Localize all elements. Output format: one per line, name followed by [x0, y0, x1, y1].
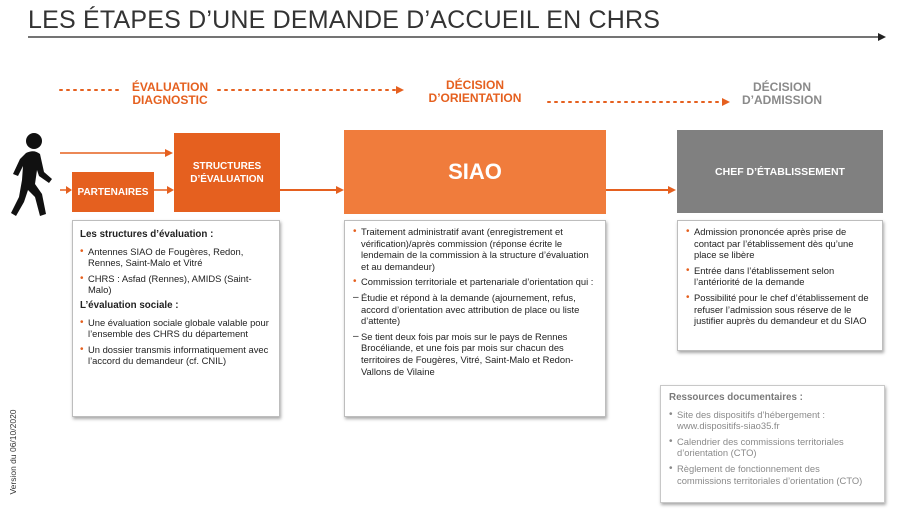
panel-left-heading-1: Les structures d’évaluation :	[80, 229, 214, 240]
panel-mid-list	[353, 226, 597, 377]
structures-label-line2: D’ÉVALUATION	[190, 173, 264, 185]
structures-label-line1: STRUCTURES	[192, 160, 262, 172]
list-item: – Se tient deux fois par mois sur le pays de Rennes Brocéliande, et une fois par mois sur chacun des territoires de Fougères, Vitré, Saint-Malo et Redon- Vallons de Vilaine	[353, 331, 597, 377]
list-item: • Un dossier transmis informatiquement avec l’accord du demandeur (cf. CNIL)	[80, 344, 272, 367]
stage-admission-line2: D’ADMISSION	[741, 93, 822, 107]
stage-evaluation-line1: ÉVALUATION	[131, 80, 209, 94]
panel-left-list-1	[80, 246, 272, 296]
list-item: • Règlement de fonctionnement des commissions territoriales d’orientation (CTO)	[669, 463, 876, 486]
stage-orientation-line2: D’ORIENTATION	[428, 91, 522, 105]
list-item: • Admission prononcée après prise de contact par l’établissement dès qu’une place se libère	[686, 226, 874, 261]
partenaires-box	[72, 172, 154, 212]
chef-label: CHEF D’ÉTABLISSEMENT	[715, 165, 845, 178]
stage-orientation-line1: DÉCISION	[445, 78, 504, 92]
list-item: • Entrée dans l’établissement selon l’antériorité de la demande	[686, 265, 874, 288]
stage-evaluation-line2: DIAGNOSTIC	[132, 93, 208, 107]
panel-evaluation	[72, 220, 280, 417]
list-item: • Antennes SIAO de Fougères, Redon, Rennes, Saint-Malo et Vitré	[80, 246, 272, 269]
panel-siao	[344, 220, 606, 417]
panel-left-heading-2: L’évaluation sociale :	[80, 299, 179, 311]
resource-link[interactable]: • Site des dispositifs d’hébergement : www.dispositifs-siao35.fr	[669, 409, 876, 432]
page-title: LES ÉTAPES D’UNE DEMANDE D’ACCUEIL EN CHRS	[28, 6, 661, 34]
siao-box	[344, 130, 606, 214]
list-item: • CHRS : Asfad (Rennes), AMIDS (Saint-Malo)	[80, 273, 272, 296]
partenaires-label: PARTENAIRES	[77, 186, 149, 198]
siao-label: SIAO	[448, 159, 502, 184]
version-label: Version du 06/10/2020	[8, 409, 18, 495]
list-item: • Traitement administratif avant (enregistrement et vérification)/après commission (réponse écrite le lendemain de la commission à la structure d’évaluation et au demandeur)	[353, 226, 597, 272]
panel-left-list-2	[80, 317, 272, 367]
panel-right-list	[686, 226, 874, 327]
chef-etablissement-box	[677, 130, 883, 213]
resources-heading: Ressources documentaires :	[669, 392, 803, 403]
panel-resources	[660, 385, 885, 503]
list-item: • Commission territoriale et partenariale d’orientation qui :	[353, 276, 597, 288]
list-item: • Calendrier des commissions territoriales d’orientation (CTO)	[669, 436, 876, 459]
panel-admission	[677, 220, 883, 351]
list-item: – Étudie et répond à la demande (ajournement, refus, accord d’orientation avec attribution de place ou liste d’attente)	[353, 292, 597, 327]
structures-evaluation-box	[174, 133, 280, 212]
resources-list	[669, 409, 876, 487]
list-item: • Possibilité pour le chef d’établissement de refuser l’admission sous réserve de le justifier auprès du demandeur et du SIAO	[686, 292, 874, 327]
list-item: • Une évaluation sociale globale valable pour l’ensemble des CHRS du département	[80, 317, 272, 340]
stage-admission-line1: DÉCISION	[752, 80, 811, 94]
